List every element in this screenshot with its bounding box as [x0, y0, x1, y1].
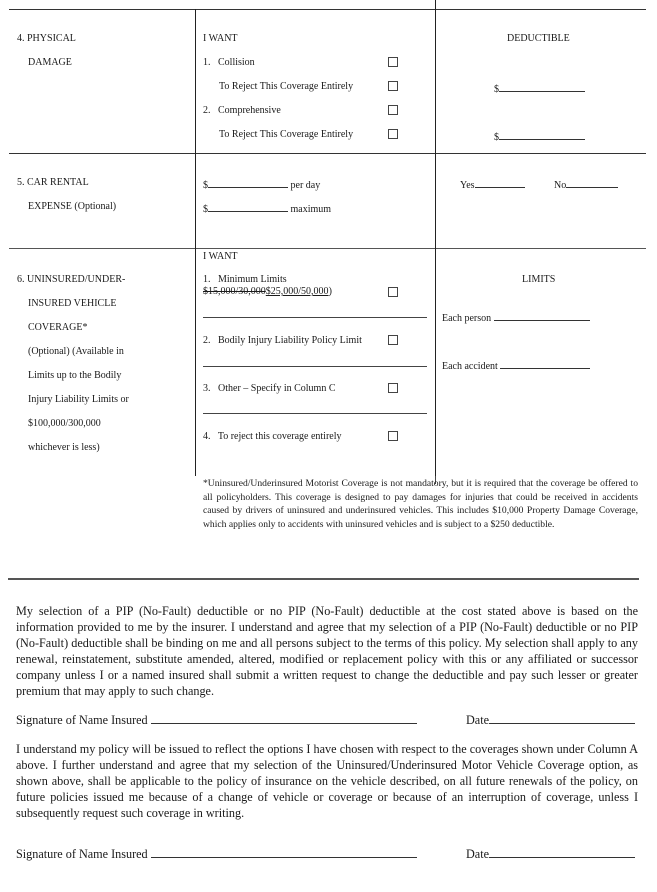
reject-collision-label: To Reject This Coverage Entirely [219, 81, 354, 92]
comprehensive-deductible-field[interactable] [494, 129, 585, 144]
column-divider-a [195, 9, 196, 476]
bodily-injury-limit-label: 2. Bodily Injury Liability Policy Limit [203, 335, 362, 346]
section6-label-line6: Injury Liability Limits or [28, 394, 129, 405]
other-specify-label: 3. Other – Specify in Column C [203, 383, 336, 394]
bodily-injury-limit-checkbox[interactable] [388, 335, 398, 345]
yes-blank[interactable] [475, 177, 525, 188]
collision-option-label: 1. Collision [203, 57, 255, 68]
signature-blank-1[interactable] [151, 712, 417, 724]
no-label: No [554, 180, 567, 191]
table-top-border [9, 9, 646, 10]
comprehensive-deductible-blank[interactable] [499, 129, 585, 140]
rental-yes-field[interactable] [460, 177, 525, 192]
minimum-limits-amounts [203, 286, 332, 298]
comprehensive-checkbox[interactable] [388, 105, 398, 115]
row-divider-5-6 [9, 248, 646, 249]
signature-label: Signature of Name Insured [16, 847, 148, 861]
each-accident-field[interactable] [442, 358, 590, 373]
date-line-1[interactable] [466, 712, 635, 727]
date-label: Date [466, 847, 490, 861]
each-person-label: Each person [442, 313, 492, 324]
section6-label-line2: INSURED VEHICLE [28, 298, 117, 309]
each-person-blank[interactable] [494, 310, 590, 321]
maximum-blank[interactable] [208, 201, 288, 212]
collision-deductible-blank[interactable] [499, 81, 585, 92]
date-blank-2[interactable] [489, 846, 635, 858]
um-acknowledgement-paragraph: I understand my policy will be issued to reflect the options I have chosen with respect to the coverages shown under Column A above. I further understand and agree that my selection of the Uninsured/Underinsured Motor Vehicle Coverage option, as shown above, shall be applicable to the policy of insurance on the vehicle described, on all future renewals of the policy, on future policies issued me because of a change of vehicle or coverage or because of an interruption of coverage, unless I subsequently request such coverage in writing. [16, 742, 638, 820]
each-accident-blank[interactable] [500, 358, 590, 369]
per-day-label: per day [290, 180, 321, 191]
section6-label-line4: (Optional) (Available in [28, 346, 124, 357]
row-divider-4-5 [9, 153, 646, 154]
reject-comprehensive-label: To Reject This Coverage Entirely [219, 129, 354, 140]
table-bottom-border [8, 578, 300, 580]
column-divider-b [435, 0, 436, 476]
old-limits-struck: $15,000/30,000 [203, 286, 266, 297]
signature-blank-2[interactable] [151, 846, 417, 858]
limits-header: LIMITS [522, 274, 556, 285]
collision-checkbox[interactable] [388, 57, 398, 67]
dollar-sign: $ [203, 180, 208, 191]
section5-label-line1: 5. CAR RENTAL [17, 177, 89, 188]
reject-um-coverage-checkbox[interactable] [388, 431, 398, 441]
table-bottom-border-right [300, 578, 639, 580]
reject-um-coverage-label: 4. To reject this coverage entirely [203, 431, 342, 442]
date-line-2[interactable] [466, 846, 635, 861]
signature-line-2[interactable] [16, 846, 417, 861]
each-person-field[interactable] [442, 310, 590, 325]
no-blank[interactable] [566, 177, 618, 188]
pip-acknowledgement-paragraph: My selection of a PIP (No-Fault) deductible or no PIP (No-Fault) deductible at the cost stated above is based on the information provided to me by the insurer. I understand and agree that my selection of a PIP (No-Fault) deductible or no PIP (No-Fault) deductible shall be binding on me and all persons subject to the terms of this policy. My selection shall apply to any renewal, reinstatement, substitute amended, altered, modified or replacement policy with this or any affiliated or successor company unless I or a named insured shall submit a written request to change the deductible and pay such lesser or greater premium that may apply to such change. [16, 604, 638, 698]
section6-label-line3: COVERAGE* [28, 322, 88, 333]
section5-label-line2: EXPENSE (Optional) [28, 201, 117, 212]
rental-no-field[interactable] [554, 177, 618, 192]
dollar-sign: $ [494, 84, 499, 95]
section4-label-line1: 4. PHYSICAL [17, 33, 76, 44]
yes-label: Yes [460, 180, 475, 191]
date-blank-1[interactable] [489, 712, 635, 724]
new-limits-underlined: $25,000/50,000 [265, 286, 329, 297]
date-label: Date [466, 713, 490, 727]
dollar-sign: $ [203, 204, 208, 215]
section6-label-line8: whichever is less) [28, 442, 100, 453]
per-day-blank[interactable] [208, 177, 288, 188]
each-accident-label: Each accident [442, 361, 498, 372]
section6-label-line7: $100,000/300,000 [28, 418, 101, 429]
deductible-header: DEDUCTIBLE [507, 33, 570, 44]
um-coverage-footnote: *Uninsured/Underinsured Motorist Coverage is not mandatory, but it is required that the coverage be offered to all policyholders. This coverage is designed to pay damages for injuries that could be received in accidents caused by drivers of uninsured and underinsured vehicles. This includes $10,000 Property Damage Coverage, which applies only to accidents with uninsured vehicles and is subject to a $250 deductible. [203, 478, 638, 530]
collision-deductible-field[interactable] [494, 81, 585, 96]
maximum-field[interactable] [203, 201, 331, 216]
section4-i-want: I WANT [203, 33, 238, 44]
minimum-limits-label: 1. Minimum Limits [203, 274, 287, 285]
close-paren: ) [328, 286, 332, 297]
section4-label-line2: DAMAGE [28, 57, 72, 68]
minimum-limits-checkbox[interactable] [388, 287, 398, 297]
signature-line-1[interactable] [16, 712, 417, 727]
maximum-label: maximum [290, 204, 332, 215]
minimum-limits-rule [203, 317, 427, 318]
per-day-field[interactable] [203, 177, 320, 192]
dollar-sign: $ [494, 132, 499, 143]
section6-i-want: I WANT [203, 251, 238, 262]
signature-label: Signature of Name Insured [16, 713, 148, 727]
section6-label-line5: Limits up to the Bodily [28, 370, 122, 381]
reject-comprehensive-checkbox[interactable] [388, 129, 398, 139]
bodily-injury-rule [203, 366, 427, 367]
other-specify-checkbox[interactable] [388, 383, 398, 393]
comprehensive-option-label: 2. Comprehensive [203, 105, 281, 116]
section6-label-line1: 6. UNINSURED/UNDER- [17, 274, 126, 285]
reject-collision-checkbox[interactable] [388, 81, 398, 91]
other-specify-rule [203, 413, 427, 414]
